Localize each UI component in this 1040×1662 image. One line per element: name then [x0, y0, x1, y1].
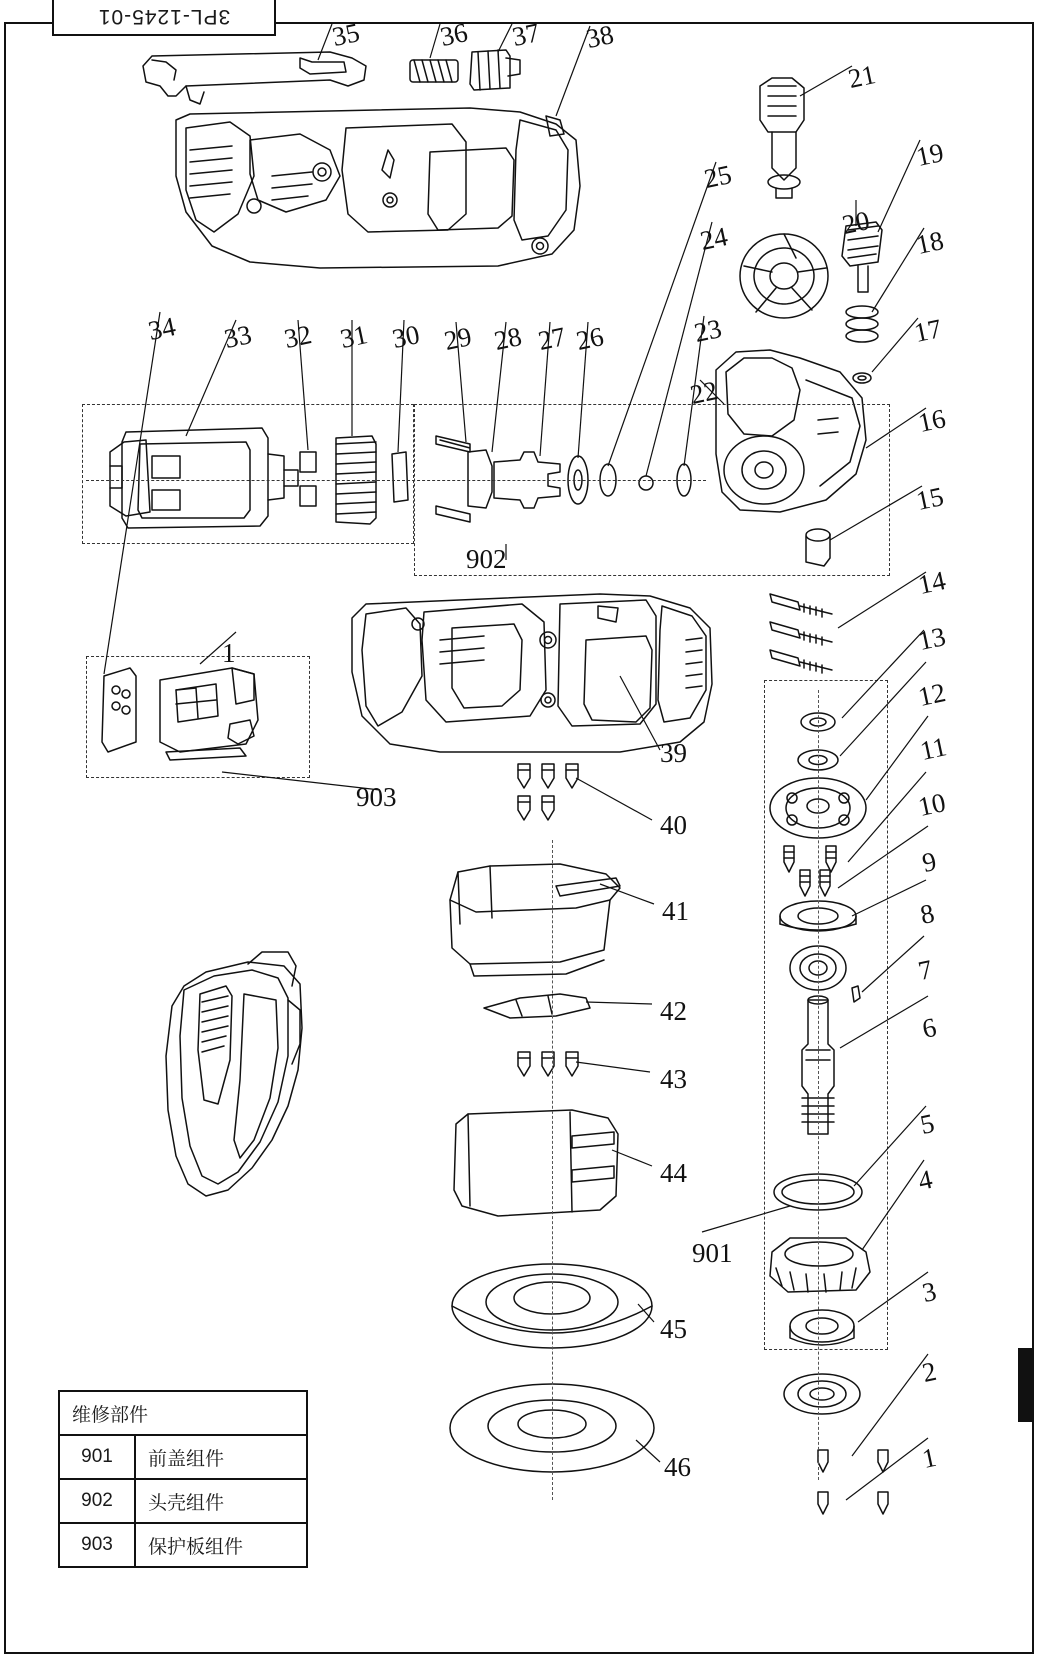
front-cover-dashbox: [764, 680, 888, 1350]
legend-code-903: 903: [60, 1524, 136, 1566]
callout-902: 902: [466, 544, 507, 574]
callout-45: 45: [660, 1314, 687, 1344]
callout-46: 46: [664, 1452, 691, 1482]
legend-name-902: 头壳组件: [148, 1492, 225, 1514]
callout-16: 16: [915, 403, 949, 439]
motor-assembly-dashbox: [82, 404, 414, 544]
callout-34: 34: [145, 311, 179, 347]
motor-centerline: [86, 480, 706, 481]
callout-29: 29: [441, 321, 475, 357]
callout-6: 6: [919, 1011, 939, 1045]
guard-plate-dashbox: [86, 656, 310, 778]
legend-header-label: 维修部件: [72, 1404, 149, 1426]
callout-27: 27: [535, 321, 569, 357]
callout-4: 4: [915, 1163, 935, 1197]
callout-41: 41: [662, 896, 689, 926]
legend-name-903: 保护板组件: [148, 1536, 244, 1558]
callout-22: 22: [687, 375, 721, 411]
callout-30: 30: [389, 319, 423, 355]
callout-19: 19: [913, 137, 947, 173]
service-parts-legend: [58, 1390, 308, 1568]
callout-33: 33: [221, 319, 255, 355]
drawing-number-box: [52, 0, 276, 36]
callout-36: 36: [437, 17, 471, 53]
drawing-number-text: 3PL-1245-01: [97, 5, 231, 28]
callout-11: 11: [917, 731, 950, 767]
callout-23: 23: [691, 313, 725, 349]
callout-10: 10: [915, 787, 949, 823]
callout-32: 32: [281, 319, 315, 355]
callout-25: 25: [701, 159, 735, 195]
callout-44: 44: [660, 1158, 687, 1188]
callout-901: 901: [692, 1238, 733, 1268]
callout-13: 13: [915, 621, 949, 657]
callout-903: 903: [356, 782, 397, 812]
callout-9: 9: [919, 845, 939, 879]
callout-2: 2: [919, 1355, 939, 1389]
callout-3: 3: [919, 1275, 939, 1309]
callout-8: 8: [917, 897, 937, 931]
callout-15: 15: [913, 481, 947, 517]
callout-18: 18: [913, 225, 947, 261]
legend-row-901: [60, 1436, 306, 1480]
callout-43: 43: [660, 1064, 687, 1094]
callout-21: 21: [845, 59, 879, 95]
callout-1-left: 1: [222, 638, 236, 668]
callout-20: 20: [839, 205, 873, 241]
callout-42: 42: [660, 996, 687, 1026]
legend-row-902: [60, 1480, 306, 1524]
callout-39: 39: [660, 738, 687, 768]
spindle-centerline: [818, 690, 819, 1480]
callout-38: 38: [583, 19, 617, 55]
disc-centerline: [552, 840, 553, 1500]
callout-37: 37: [509, 17, 543, 53]
callout-28: 28: [491, 321, 525, 357]
legend-row-903: [60, 1524, 306, 1566]
legend-code-901: 901: [60, 1436, 136, 1478]
callout-5: 5: [917, 1107, 937, 1141]
callout-26: 26: [573, 321, 607, 357]
callout-31: 31: [337, 319, 371, 355]
callout-40: 40: [660, 810, 687, 840]
callout-7: 7: [915, 953, 935, 987]
callout-1-right: 1: [919, 1441, 939, 1475]
border-tick-right: [1018, 1348, 1032, 1422]
legend-code-902: 902: [60, 1480, 136, 1522]
callout-12: 12: [915, 677, 949, 713]
callout-24: 24: [697, 221, 731, 257]
callout-14: 14: [915, 565, 949, 601]
legend-header-row: [60, 1392, 306, 1436]
callout-17: 17: [911, 313, 945, 349]
callout-35: 35: [329, 17, 363, 53]
legend-name-901: 前盖组件: [148, 1448, 225, 1470]
